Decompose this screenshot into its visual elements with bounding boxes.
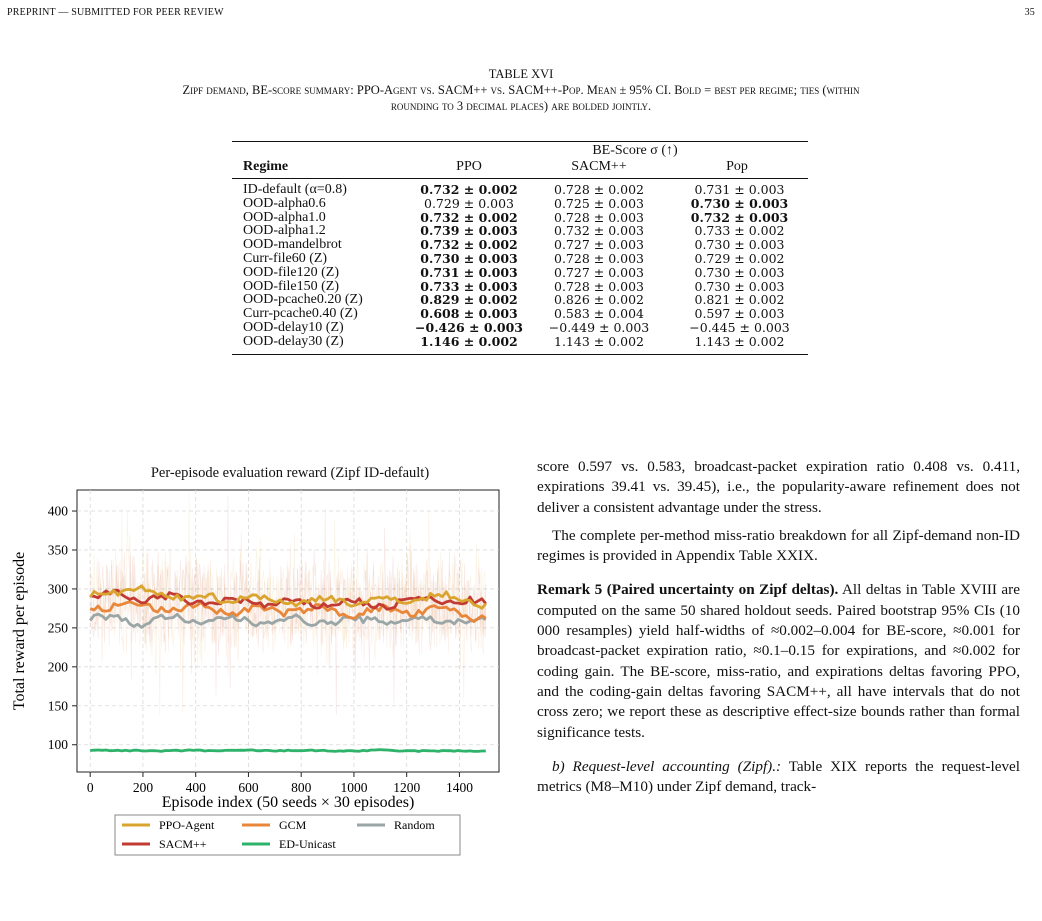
column-header-pop: Pop <box>726 159 748 174</box>
regime-cell: OOD-delay30 (Z) <box>243 333 344 349</box>
value-cell: 0.727 ± 0.003 <box>554 264 644 280</box>
y-tick-label: 350 <box>47 542 68 558</box>
remark-title: (Paired uncertainty on Zipf deltas). <box>602 581 839 599</box>
regime-cell: OOD-alpha0.6 <box>243 195 326 211</box>
value-cell: 0.821 ± 0.002 <box>694 292 785 308</box>
table-row <box>232 293 808 307</box>
x-tick-label: 1000 <box>340 780 368 795</box>
table-row <box>232 280 808 294</box>
value-cell: 0.731 ± 0.003 <box>420 264 518 280</box>
x-axis-label: Episode index (50 seeds × 30 episodes) <box>161 794 415 811</box>
value-cell: −0.445 ± 0.003 <box>689 319 790 335</box>
series-line-ed-unicast <box>90 750 486 752</box>
regime-cell: OOD-file150 (Z) <box>243 278 340 294</box>
table-caption-line1: Zipf demand, BE-score summary: PPO-Agent vs. SACM++ vs. SACM++-Pop. Mean ± 95% CI. Bold = best per regime; ties (within <box>182 83 860 97</box>
regime-cell: Curr-pcache0.40 (Z) <box>243 306 358 322</box>
table-row <box>232 266 808 280</box>
results-table <box>232 141 808 355</box>
table-caption <box>0 66 1042 114</box>
table-row <box>232 321 808 335</box>
value-cell: 0.732 ± 0.003 <box>690 209 789 225</box>
column-header-ppo: PPO <box>456 159 482 174</box>
value-cell: 0.732 ± 0.002 <box>420 209 518 225</box>
table-row <box>232 307 808 321</box>
y-tick-label: 150 <box>47 698 68 714</box>
x-tick-label: 600 <box>238 780 259 795</box>
x-tick-label: 1200 <box>393 780 421 795</box>
y-axis-label: Total reward per episode <box>11 551 28 711</box>
value-cell: 0.730 ± 0.003 <box>694 278 785 294</box>
x-tick-label: 800 <box>291 780 312 795</box>
paragraph-continued: score 0.597 vs. 0.583, broadcast-packet expiration ratio 0.408 vs. 0.411, expirations 39.41 vs. 39.45), i.e., the popularity-aware refinement does not deliver a consistent advantage under the stress. <box>537 458 1020 516</box>
table-caption-line2: rounding to 3 decimal places) are bolded jointly. <box>390 99 652 113</box>
legend-label: SACM++ <box>159 837 207 851</box>
subsection-label: b) Request-level accounting (Zipf).: <box>552 757 782 775</box>
table-row <box>232 211 808 225</box>
legend-label: GCM <box>279 818 307 832</box>
value-cell: 0.731 ± 0.003 <box>694 182 785 197</box>
value-cell: 0.829 ± 0.002 <box>420 292 518 308</box>
reward-chart <box>0 482 515 851</box>
value-cell: 0.730 ± 0.003 <box>694 237 785 253</box>
regime-cell: OOD-alpha1.0 <box>243 209 326 225</box>
y-tick-label: 250 <box>47 620 68 636</box>
table-row <box>232 224 808 238</box>
value-cell: −0.426 ± 0.003 <box>415 319 523 335</box>
results-body <box>232 179 808 349</box>
legend <box>115 815 460 855</box>
regime-cell: OOD-file120 (Z) <box>243 264 340 280</box>
value-cell: 0.597 ± 0.003 <box>694 306 785 322</box>
value-cell: 0.733 ± 0.002 <box>694 223 785 239</box>
legend-label: ED-Unicast <box>279 837 336 851</box>
y-tick-label: 300 <box>47 581 68 597</box>
value-cell: 0.826 ± 0.002 <box>554 292 644 308</box>
running-head-title: PREPRINT — SUBMITTED FOR PEER REVIEW <box>7 7 224 18</box>
x-tick-label: 1400 <box>445 780 473 795</box>
value-cell: 0.730 ± 0.003 <box>694 264 785 280</box>
regime-cell: OOD-delay10 (Z) <box>243 319 344 335</box>
value-cell: 0.727 ± 0.003 <box>554 237 644 253</box>
remark-5 <box>537 580 1020 742</box>
y-tick-label: 200 <box>47 659 68 675</box>
regime-cell: ID-default (α=0.8) <box>243 182 347 197</box>
regime-cell: OOD-alpha1.2 <box>243 223 326 239</box>
value-cell: 0.730 ± 0.003 <box>420 250 518 266</box>
column-header-regime: Regime <box>243 159 289 174</box>
value-cell: 0.725 ± 0.003 <box>554 195 644 211</box>
value-cell: −0.449 ± 0.003 <box>548 319 650 335</box>
body-text <box>537 457 1020 805</box>
value-cell: 0.728 ± 0.002 <box>554 182 644 197</box>
value-cell: 0.732 ± 0.002 <box>420 237 518 253</box>
group-header: BE-Score σ (↑) <box>592 143 678 158</box>
column-header-sacm: SACM++ <box>571 159 627 174</box>
y-tick-label: 100 <box>47 737 68 753</box>
regime-cell: Curr-file60 (Z) <box>243 250 328 266</box>
subsection-b <box>537 757 1020 798</box>
remark-label: Remark 5 <box>537 581 603 599</box>
legend-label: PPO-Agent <box>159 818 215 832</box>
table-row <box>232 179 808 197</box>
value-cell: 0.730 ± 0.003 <box>690 195 789 211</box>
bottom-rule <box>232 354 808 355</box>
value-cell: 0.729 ± 0.002 <box>694 250 785 266</box>
table-row <box>232 197 808 211</box>
value-cell: 0.732 ± 0.002 <box>420 182 518 197</box>
remark-text: All deltas in Table XVIII are computed on the same 50 shared holdout seeds. Paired bootstrap 95% CIs (10 000 resamples) yield half-widths of ≈0.002–0.004 for BE-score, ≈0.001 for broadcast-packet expiration ratio, ≈0.1–0.15 for expirations, and ≈0.002 for coding gain. The BE-score, miss-ratio, and expirations deltas favoring PPO, and the coding-gain deltas favoring SACM++, all have intervals that do not cross zero; we report these as descriptive effect-size bounds rather than formal significance tests. <box>537 581 1020 741</box>
table-label: TABLE XVI <box>488 67 554 81</box>
value-cell: 0.739 ± 0.003 <box>420 223 518 239</box>
value-cell: 1.143 ± 0.002 <box>554 333 644 349</box>
value-cell: 0.728 ± 0.003 <box>554 250 644 266</box>
value-cell: 1.143 ± 0.002 <box>694 333 785 349</box>
value-cell: 0.728 ± 0.003 <box>554 209 644 225</box>
subsection-text: Table XIX reports the request-level metrics (M8–M10) under Zipf demand, track- <box>537 757 1020 796</box>
table-row <box>232 335 808 349</box>
value-cell: 1.146 ± 0.002 <box>420 333 518 349</box>
legend-label: Random <box>394 818 435 832</box>
value-cell: 0.733 ± 0.003 <box>420 278 518 294</box>
regime-cell: OOD-mandelbrot <box>243 237 342 253</box>
table-row <box>232 238 808 252</box>
value-cell: 0.732 ± 0.003 <box>554 223 644 239</box>
x-tick-label: 400 <box>185 780 206 795</box>
x-tick-label: 200 <box>132 780 154 795</box>
page-number: 35 <box>1024 7 1035 18</box>
x-tick-label: 0 <box>86 780 94 795</box>
value-cell: 0.729 ± 0.003 <box>424 195 514 211</box>
running-head <box>7 7 1035 18</box>
value-cell: 0.583 ± 0.004 <box>554 306 644 322</box>
y-tick-label: 400 <box>47 503 68 519</box>
column-header-row <box>232 159 808 178</box>
paragraph-appendix: The complete per-method miss-ratio breakdown for all Zipf-demand non-ID regimes is provided in Appendix Table XXIX. <box>537 526 1020 565</box>
regime-cell: OOD-pcache0.20 (Z) <box>243 292 363 308</box>
value-cell: 0.608 ± 0.003 <box>420 306 518 322</box>
chart-title: Per-episode evaluation reward (Zipf ID-default) <box>150 465 430 481</box>
table-row <box>232 252 808 266</box>
value-cell: 0.728 ± 0.003 <box>554 278 644 294</box>
